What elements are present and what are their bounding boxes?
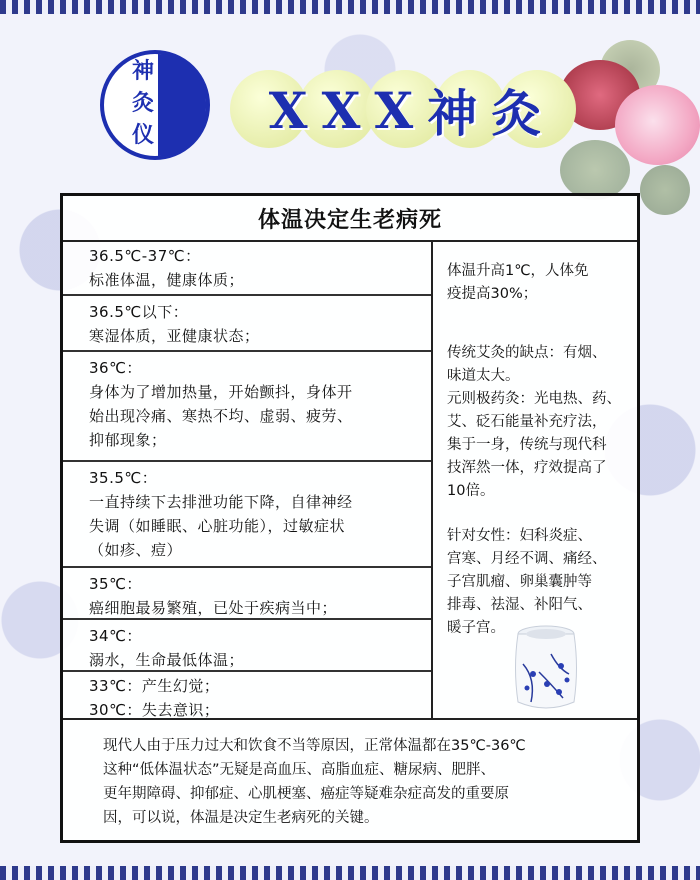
table-row: 36.5℃以下： 寒湿体质，亚健康状态；: [63, 296, 431, 352]
note-paragraph: 传统艾灸的缺点：有烟、 味道太大。 元则极药灸：光电热、药、 艾、砭石能量补充疗法， 集于一身，传统与现代科 技浑然一体，疗效提高了 10倍。: [447, 345, 621, 499]
title-part-4: 神: [427, 84, 478, 143]
moxa-jar-image: [511, 624, 581, 712]
table-row: 35.5℃： 一直持续下去排泄功能下降，自律神经 失调（如睡眠、心脏功能），过敏症状 （如疹、痘）: [63, 462, 431, 568]
title-part-5: 灸: [491, 84, 542, 143]
table-row: 33℃：产生幻觉； 30℃：失去意识；: [89, 677, 220, 719]
logo-char-1: 神: [131, 58, 154, 84]
side-notes: [447, 260, 627, 652]
table-row: 34℃： 溺水，生命最低体温；: [63, 620, 431, 672]
note-paragraph: 针对女性：妇科炎症、 宫寒、月经不调、痛经、 子宫肌瘤、卵巢囊肿等 排毒、祛湿、补阳气、 暖子宫。: [447, 528, 607, 636]
table-row: 35℃： 癌细胞最易繁殖，已处于疾病当中；: [63, 568, 431, 620]
panel-title: 体温决定生老病死: [63, 196, 637, 242]
brand-logo: [100, 50, 210, 165]
info-panel: [60, 193, 640, 843]
title-part-2: X: [321, 80, 361, 140]
footer-text: 现代人由于压力过大和饮食不当等原因，正常体温都在35℃-36℃ 这种“低体温状态”无疑是高血压、高脂血症、糖尿病、肥胖、 更年期障碍、抑郁症、心肌梗塞、癌症等疑难杂症高发的重要原 因，可以说，体温是决定生老病死的关键。: [103, 738, 526, 826]
logo-char-2: 灸: [131, 90, 154, 116]
title-part-3: X: [374, 80, 414, 140]
bottom-border: [0, 866, 700, 880]
table-row: 36.5℃-37℃： 标准体温，健康体质；: [63, 240, 431, 296]
temperature-table: [63, 240, 433, 718]
table-row: 36℃： 身体为了增加热量，开始颤抖，身体开 始出现冷痛、寒热不均、虚弱、疲劳、 抑郁现象；: [63, 352, 431, 462]
logo-char-3: 仪: [131, 122, 154, 148]
top-border: [0, 0, 700, 14]
page-title: [230, 70, 580, 150]
title-part-1: X: [268, 80, 308, 140]
note-paragraph: 体温升高1℃，人体免 疫提高30%；: [447, 263, 589, 302]
